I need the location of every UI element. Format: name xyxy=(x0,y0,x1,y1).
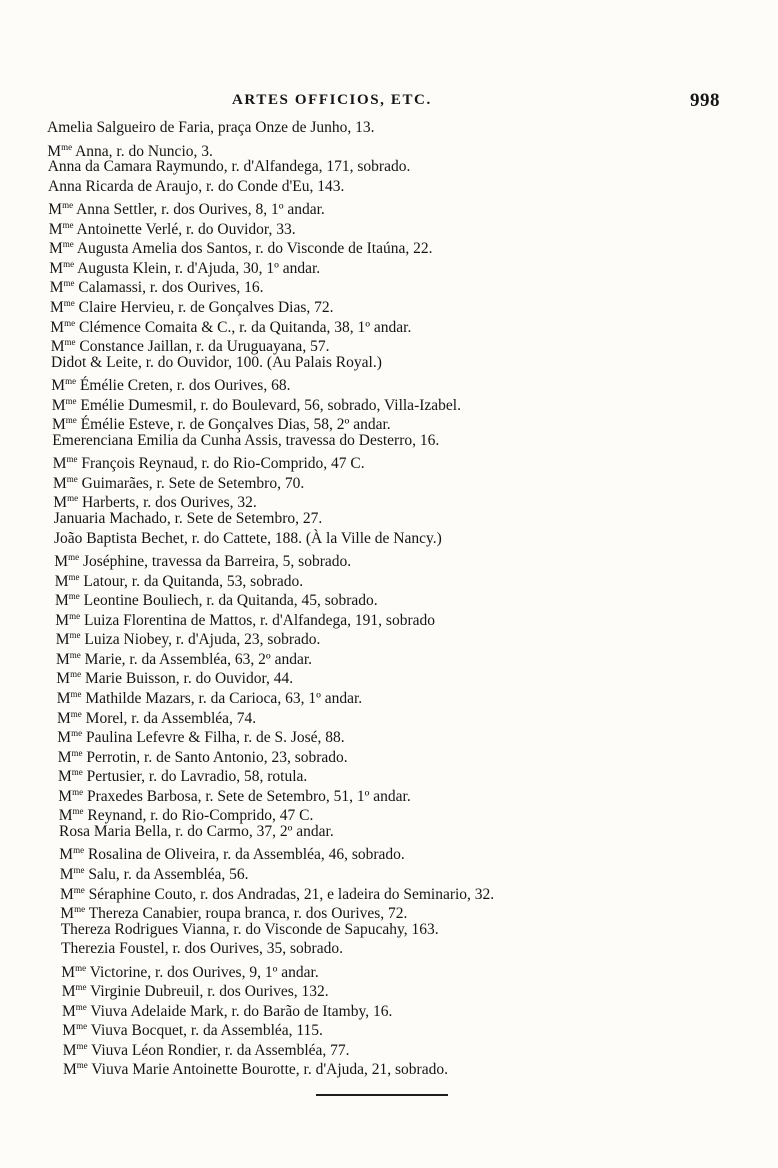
list-item xyxy=(59,822,334,841)
list-item xyxy=(51,353,382,372)
entry-text: Latour, r. da Quitanda, 53, sobrado. xyxy=(79,572,304,590)
entry-text: Augusta Amelia dos Santos, r. do Visconde de Itaúna, 22. xyxy=(73,240,433,258)
list-item: $M^{me}$ Joséphine, travessa da Barreira, 5, sobrado. xyxy=(54,552,352,571)
entry-text: Marie, r. da Assembléa, 63, 2º andar. xyxy=(80,650,313,668)
title-abbreviation: M xyxy=(62,1002,76,1020)
list-item: $M^{me}$ Viuva Bocquet, r. da Assembléa, 115. xyxy=(62,1021,323,1040)
running-head: ARTES OFFICIOS, ETC. xyxy=(232,92,432,108)
list-item xyxy=(47,118,375,137)
entry-text: François Reynaud, r. do Rio-Comprido, 47 C. xyxy=(77,455,365,473)
entry-text: Emélie Dumesmil, r. do Boulevard, 56, sobrado, Villa-Izabel. xyxy=(76,396,461,414)
title-abbreviation: M xyxy=(48,201,63,219)
title-abbreviation: M xyxy=(52,455,67,473)
list-item: $M^{me}$ Leontine Bouliech, r. da Quitanda, 45, sobrado. xyxy=(55,591,378,610)
list-item: $M^{me}$ Mathilde Mazars, r. da Carioca, 63, 1º andar. xyxy=(56,689,363,707)
entry-text: Amelia Salgueiro de Faria, praça Onze de Junho, 13. xyxy=(47,119,375,136)
list-item: $M^{me}$ Victorine, r. dos Ourives, 9, 1º andar. xyxy=(61,962,319,981)
entry-text: Emerenciana Emilia da Cunha Assis, travessa do Desterro, 16. xyxy=(52,431,440,449)
list-item xyxy=(48,157,411,176)
entry-text: Viuva Léon Rondier, r. da Assembléa, 77. xyxy=(87,1041,350,1059)
list-item: $M^{me}$ Anna, r. do Nuncio, 3. xyxy=(47,141,213,160)
list-item: $M^{me}$ Augusta Klein, r. d'Ajuda, 30, 1º andar. xyxy=(49,258,321,277)
list-item: $M^{me}$ Clémence Comaita & C., r. da Quitanda, 38, 1º andar. xyxy=(50,317,412,336)
entry-text: Viuva Adelaide Mark, r. do Barão de Itamby, 16. xyxy=(86,1002,393,1020)
entry-text: Perrotin, r. de Santo Antonio, 23, sobrado. xyxy=(82,748,348,766)
entry-text: Augusta Klein, r. d'Ajuda, 30, 1º andar. xyxy=(74,259,321,277)
entry-text: Rosalina de Oliveira, r. da Assembléa, 46, sobrado. xyxy=(84,846,405,864)
title-abbreviation: M xyxy=(62,1022,77,1040)
entry-text: Anna Settler, r. dos Ourives, 8, 1º andar. xyxy=(73,201,325,219)
list-item xyxy=(61,920,439,939)
entry-text: Viuva Bocquet, r. da Assembléa, 115. xyxy=(87,1022,323,1040)
title-abbreviation: M xyxy=(57,748,72,766)
title-abbreviation: M xyxy=(56,690,71,707)
list-item: $M^{me}$ Emélie Dumesmil, r. do Boulevard, 56, sobrado, Villa-Izabel. xyxy=(51,395,461,414)
entry-text: Therezia Foustel, r. dos Ourives, 35, sobrado. xyxy=(61,940,343,958)
entry-text: Virginie Dubreuil, r. dos Ourives, 132. xyxy=(86,983,329,1001)
list-item xyxy=(54,529,442,548)
title-abbreviation: M xyxy=(61,963,76,981)
list-item: $M^{me}$ Guimarães, r. Sete de Setembro, 70. xyxy=(53,473,305,492)
entry-text: Harberts, r. dos Ourives, 32. xyxy=(78,494,257,512)
entry-text: Januaria Machado, r. Sete de Setembro, 27. xyxy=(53,510,323,527)
title-abbreviation: M xyxy=(49,259,64,277)
list-item: $M^{me}$ Latour, r. da Quitanda, 53, sobrado. xyxy=(54,571,304,590)
list-item xyxy=(48,177,344,196)
entry-text: Anna, r. do Nuncio, 3. xyxy=(72,142,213,160)
entry-text: Joséphine, travessa da Barreira, 5, sobrado. xyxy=(79,553,352,571)
list-item: $M^{me}$ Marie, r. da Assembléa, 63, 2º andar. xyxy=(56,649,313,668)
entry-text: Thereza Canabier, roupa branca, r. dos Ourives, 72. xyxy=(85,905,408,922)
list-item: $M^{me}$ Constance Jaillan, r. da Uruguayana, 57. xyxy=(50,337,330,356)
entry-text: João Baptista Bechet, r. do Cattete, 188. (À la Ville de Nancy.) xyxy=(54,529,442,547)
list-item: $M^{me}$ Viuva Marie Antoinette Bourotte, r. d'Ajuda, 21, sobrado. xyxy=(63,1060,448,1079)
title-abbreviation: M xyxy=(53,494,68,512)
list-item: $M^{me}$ Viuva Léon Rondier, r. da Assembléa, 77. xyxy=(62,1040,350,1059)
title-abbreviation: M xyxy=(60,885,74,903)
entry-text: Calamassi, r. dos Ourives, 16. xyxy=(74,279,264,297)
entry-text: Leontine Bouliech, r. da Quitanda, 45, sobrado. xyxy=(79,592,378,610)
entry-text: Guimarães, r. Sete de Setembro, 70. xyxy=(77,474,305,492)
list-item: $M^{me}$ Pertusier, r. do Lavradio, 58, rotula. xyxy=(58,767,308,786)
title-abbreviation: M xyxy=(53,474,67,492)
title-abbreviation: M xyxy=(49,240,63,258)
title-abbreviation: M xyxy=(57,729,72,747)
entry-text: Rosa Maria Bella, r. do Carmo, 37, 2º andar. xyxy=(59,822,334,840)
entry-text: Mathilde Mazars, r. da Carioca, 63, 1º andar. xyxy=(81,690,363,707)
list-item: $M^{me}$ Calamassi, r. dos Ourives, 16. xyxy=(49,278,264,297)
title-abbreviation: M xyxy=(50,318,65,336)
list-item xyxy=(52,431,439,450)
page-number: 998 xyxy=(690,90,720,111)
list-item xyxy=(61,939,343,958)
title-abbreviation: M xyxy=(59,865,74,883)
entry-text: Viuva Marie Antoinette Bourotte, r. d'Ajuda, 21, sobrado. xyxy=(87,1061,448,1079)
list-item: $M^{me}$ Paulina Lefevre & Filha, r. de S. José, 88. xyxy=(57,728,345,747)
title-abbreviation: M xyxy=(50,299,64,316)
entry-text: Anna da Camara Raymundo, r. d'Alfandega, 171, sobrado. xyxy=(47,158,411,176)
entry-text: Morel, r. da Assembléa, 74. xyxy=(81,709,257,727)
entry-text: Luiza Niobey, r. d'Ajuda, 23, sobrado. xyxy=(80,631,321,649)
list-item: $M^{me}$ Praxedes Barbosa, r. Sete de Setembro, 51, 1º andar. xyxy=(58,786,411,805)
list-item: $M^{me}$ Augusta Amelia dos Santos, r. do Visconde de Itaúna, 22. xyxy=(49,239,433,258)
list-item: $M^{me}$ Claire Hervieu, r. de Gonçalves Dias, 72. xyxy=(50,298,334,316)
title-abbreviation: M xyxy=(58,768,72,786)
list-item: $M^{me}$ Harberts, r. dos Ourives, 32. xyxy=(53,493,257,512)
title-abbreviation: M xyxy=(54,572,69,590)
list-item xyxy=(54,509,323,528)
entry-text: Victorine, r. dos Ourives, 9, 1º andar. xyxy=(86,963,319,981)
list-item: $M^{me}$ Séraphine Couto, r. dos Andradas, 21, e ladeira do Seminario, 32. xyxy=(60,884,495,903)
list-item: $M^{me}$ Luiza Niobey, r. d'Ajuda, 23, sobrado. xyxy=(55,630,321,649)
closing-rule xyxy=(316,1094,448,1096)
title-abbreviation: M xyxy=(55,592,69,610)
title-abbreviation: M xyxy=(48,220,63,238)
entry-text: Paulina Lefevre & Filha, r. de S. José, 88. xyxy=(82,729,345,747)
entry-text: Antoinette Verlé, r. do Ouvidor, 33. xyxy=(73,220,296,238)
title-abbreviation: M xyxy=(60,905,75,922)
title-abbreviation: M xyxy=(50,338,65,356)
entry-text: Séraphine Couto, r. dos Andradas, 21, e ladeira do Seminario, 32. xyxy=(84,885,495,903)
entry-text: Claire Hervieu, r. de Gonçalves Dias, 72. xyxy=(74,299,334,316)
entry-text: Clémence Comaita & C., r. da Quitanda, 38, 1º andar. xyxy=(75,318,412,336)
entry-text: Émélie Esteve, r. de Gonçalves Dias, 58, 2º andar. xyxy=(76,416,391,434)
entry-text: Praxedes Barbosa, r. Sete de Setembro, 51, 1º andar. xyxy=(83,787,411,805)
entry-text: Thereza Rodrigues Vianna, r. do Visconde de Sapucahy, 163. xyxy=(60,920,439,938)
title-abbreviation: M xyxy=(49,279,64,297)
entry-text: Émélie Creten, r. dos Ourives, 68. xyxy=(76,377,291,395)
list-item: $M^{me}$ Marie Buisson, r. do Ouvidor, 44. xyxy=(56,669,294,688)
list-item: $M^{me}$ Thereza Canabier, roupa branca, r. dos Ourives, 72. xyxy=(60,904,408,922)
list-item: $M^{me}$ Anna Settler, r. dos Ourives, 8, 1º andar. xyxy=(48,200,325,219)
list-item: $M^{me}$ François Reynaud, r. do Rio-Comprido, 47 C. xyxy=(52,454,365,473)
entry-text: Anna Ricarda de Araujo, r. do Conde d'Eu, 143. xyxy=(48,177,345,195)
list-item: $M^{me}$ Émélie Creten, r. dos Ourives, 68. xyxy=(51,376,291,395)
title-abbreviation: M xyxy=(58,807,73,825)
list-item: $M^{me}$ Rosalina de Oliveira, r. da Assembléa, 46, sobrado. xyxy=(59,845,405,864)
list-item: $M^{me}$ Morel, r. da Assembléa, 74. xyxy=(57,708,257,727)
title-abbreviation: M xyxy=(47,142,62,160)
list-item: $M^{me}$ Émélie Esteve, r. de Gonçalves Dias, 58, 2º andar. xyxy=(52,415,391,434)
entry-text: Salu, r. da Assembléa, 56. xyxy=(84,865,249,883)
title-abbreviation: M xyxy=(52,416,66,434)
entry-text: Didot & Leite, r. do Ouvidor, 100. (Au Palais Royal.) xyxy=(51,353,382,371)
title-abbreviation: M xyxy=(55,631,70,649)
title-abbreviation: M xyxy=(62,1041,77,1059)
title-abbreviation: M xyxy=(55,611,70,629)
entry-text: Luiza Florentina de Mattos, r. d'Alfandega, 191, sobrado xyxy=(80,611,435,629)
title-abbreviation: M xyxy=(56,650,70,668)
list-item: $M^{me}$ Viuva Adelaide Mark, r. do Barão de Itamby, 16. xyxy=(62,1001,393,1020)
list-item: $M^{me}$ Salu, r. da Assembléa, 56. xyxy=(59,864,249,883)
title-abbreviation: M xyxy=(56,670,71,688)
entry-text: Constance Jaillan, r. da Uruguayana, 57. xyxy=(75,338,330,356)
entry-text: Pertusier, r. do Lavradio, 58, rotula. xyxy=(82,768,308,786)
title-abbreviation: M xyxy=(59,846,74,864)
list-item: $M^{me}$ Reynand, r. do Rio-Comprido, 47 C. xyxy=(58,806,314,825)
list-item: $M^{me}$ Antoinette Verlé, r. do Ouvidor, 33. xyxy=(48,219,296,238)
entry-text: Marie Buisson, r. do Ouvidor, 44. xyxy=(81,670,294,688)
list-item: $M^{me}$ Luiza Florentina de Mattos, r. d'Alfandega, 191, sobrado xyxy=(55,610,435,629)
title-abbreviation: M xyxy=(63,1061,77,1079)
title-abbreviation: M xyxy=(51,377,66,395)
title-abbreviation: M xyxy=(61,983,76,1001)
title-abbreviation: M xyxy=(54,553,69,571)
title-abbreviation: M xyxy=(57,709,71,727)
entry-text: Reynand, r. do Rio-Comprido, 47 C. xyxy=(83,807,314,825)
list-item: $M^{me}$ Perrotin, r. de Santo Antonio, 23, sobrado. xyxy=(57,747,348,766)
title-abbreviation: M xyxy=(58,787,73,805)
list-item: $M^{me}$ Virginie Dubreuil, r. dos Ourives, 132. xyxy=(61,982,329,1001)
title-abbreviation: M xyxy=(51,396,66,414)
